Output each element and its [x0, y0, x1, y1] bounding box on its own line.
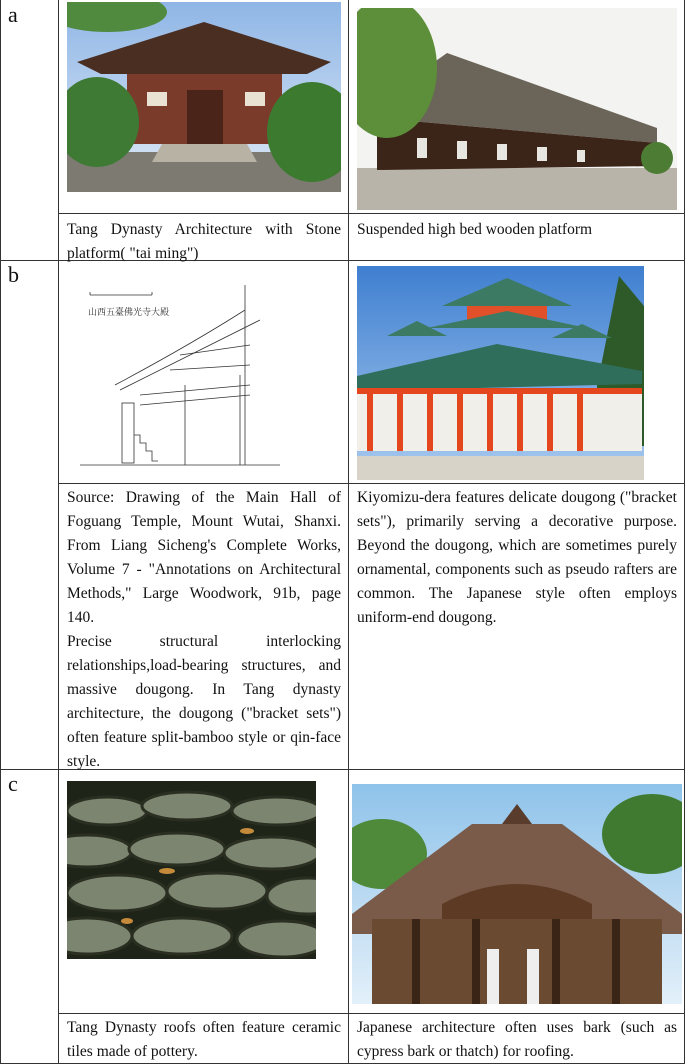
- caption-ceramic-tiles: Tang Dynasty roofs often feature ceramic tiles made of pottery.: [67, 1019, 341, 1060]
- caption-tang-stone-platform: Tang Dynasty Architecture with Stone platform( "tai ming"): [67, 221, 341, 262]
- caption-bark-roofing: Japanese architecture often uses bark (such as cypress bark or thatch) for roofing.: [357, 1019, 677, 1060]
- heian-shrine-photo: [357, 266, 644, 480]
- caption-foguang-source: Source: Drawing of the Main Hall of Foguang Temple, Mount Wutai, Shanxi. From Liang Sicheng's Complete Works, Volume 7 - "Annotations on Architectural Methods," Large Woodwork, 91b, page 140.: [67, 489, 341, 626]
- row-label-c: c: [8, 771, 18, 796]
- foguang-temple-drawing: [80, 275, 280, 470]
- drawing-title: 山西五臺佛光寺大殿: [88, 307, 170, 317]
- caption-wooden-platform: Suspended high bed wooden platform: [357, 221, 593, 238]
- row-divider: [58, 213, 685, 214]
- caption-tang-dougong: Precise structural interlocking relationships,load-bearing structures, and massive dougong. In Tang dynasty architecture, the dougong ("bracket sets") often feature split-bamboo style or qin-face style.: [67, 633, 341, 770]
- row-label-a: a: [8, 2, 18, 27]
- sanjusangendo-photo: [357, 8, 677, 210]
- ceramic-roof-tiles-photo: [67, 781, 316, 959]
- row-divider: [58, 483, 685, 484]
- row-label-b: b: [8, 262, 19, 287]
- caption-kiyomizu-dougong: Kiyomizu-dera features delicate dougong ("bracket sets"), primarily serving a decorative purpose. Beyond the dougong, which are sometimes purely ornamental, components such as pseudo rafters are common. The Japanese style often employs uniform-end dougong.: [357, 489, 677, 626]
- table-border-left: [0, 0, 1, 1064]
- row-divider: [58, 1013, 685, 1014]
- bark-roof-temple-photo: [352, 784, 682, 1004]
- column-divider: [58, 0, 59, 1064]
- tang-hall-photo: [67, 2, 341, 192]
- column-divider: [348, 0, 349, 1064]
